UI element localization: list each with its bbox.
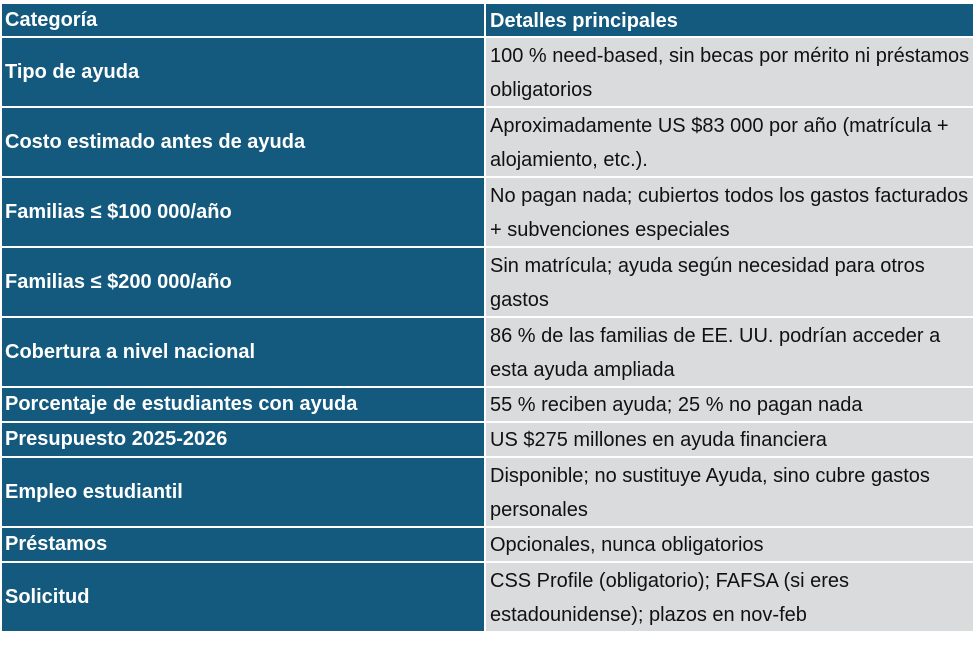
row-details: No pagan nada; cubiertos todos los gastos facturados + subvenciones especiales (486, 178, 973, 246)
table-row (2, 178, 973, 246)
row-category: Solicitud (2, 563, 484, 631)
table-row (2, 563, 973, 631)
row-details: Opcionales, nunca obligatorios (486, 528, 973, 561)
row-details: Aproximadamente US $83 000 por año (matrícula + alojamiento, etc.). (486, 108, 973, 176)
header-category: Categoría (2, 4, 484, 36)
table-header-row (2, 4, 973, 36)
row-details: US $275 millones en ayuda financiera (486, 423, 973, 456)
row-details: 55 % reciben ayuda; 25 % no pagan nada (486, 388, 973, 421)
table-row (2, 318, 973, 386)
table-row (2, 528, 973, 561)
table-row (2, 108, 973, 176)
row-details: 86 % de las familias de EE. UU. podrían acceder a esta ayuda ampliada (486, 318, 973, 386)
table-row (2, 423, 973, 456)
row-category: Presupuesto 2025-2026 (2, 423, 484, 456)
row-details: 100 % need-based, sin becas por mérito ni préstamos obligatorios (486, 38, 973, 106)
row-category: Préstamos (2, 528, 484, 561)
row-category: Tipo de ayuda (2, 38, 484, 106)
row-category: Empleo estudiantil (2, 458, 484, 526)
row-category: Familias ≤ $200 000/año (2, 248, 484, 316)
row-category: Cobertura a nivel nacional (2, 318, 484, 386)
row-category: Costo estimado antes de ayuda (2, 108, 484, 176)
financial-aid-table (2, 4, 973, 631)
table-row (2, 38, 973, 106)
header-details: Detalles principales (486, 4, 973, 36)
table-row (2, 248, 973, 316)
row-category: Porcentaje de estudiantes con ayuda (2, 388, 484, 421)
row-details: Sin matrícula; ayuda según necesidad para otros gastos (486, 248, 973, 316)
row-details: CSS Profile (obligatorio); FAFSA (si eres estadounidense); plazos en nov-feb (486, 563, 973, 631)
table-row (2, 458, 973, 526)
table-row (2, 388, 973, 421)
row-category: Familias ≤ $100 000/año (2, 178, 484, 246)
row-details: Disponible; no sustituye Ayuda, sino cubre gastos personales (486, 458, 973, 526)
